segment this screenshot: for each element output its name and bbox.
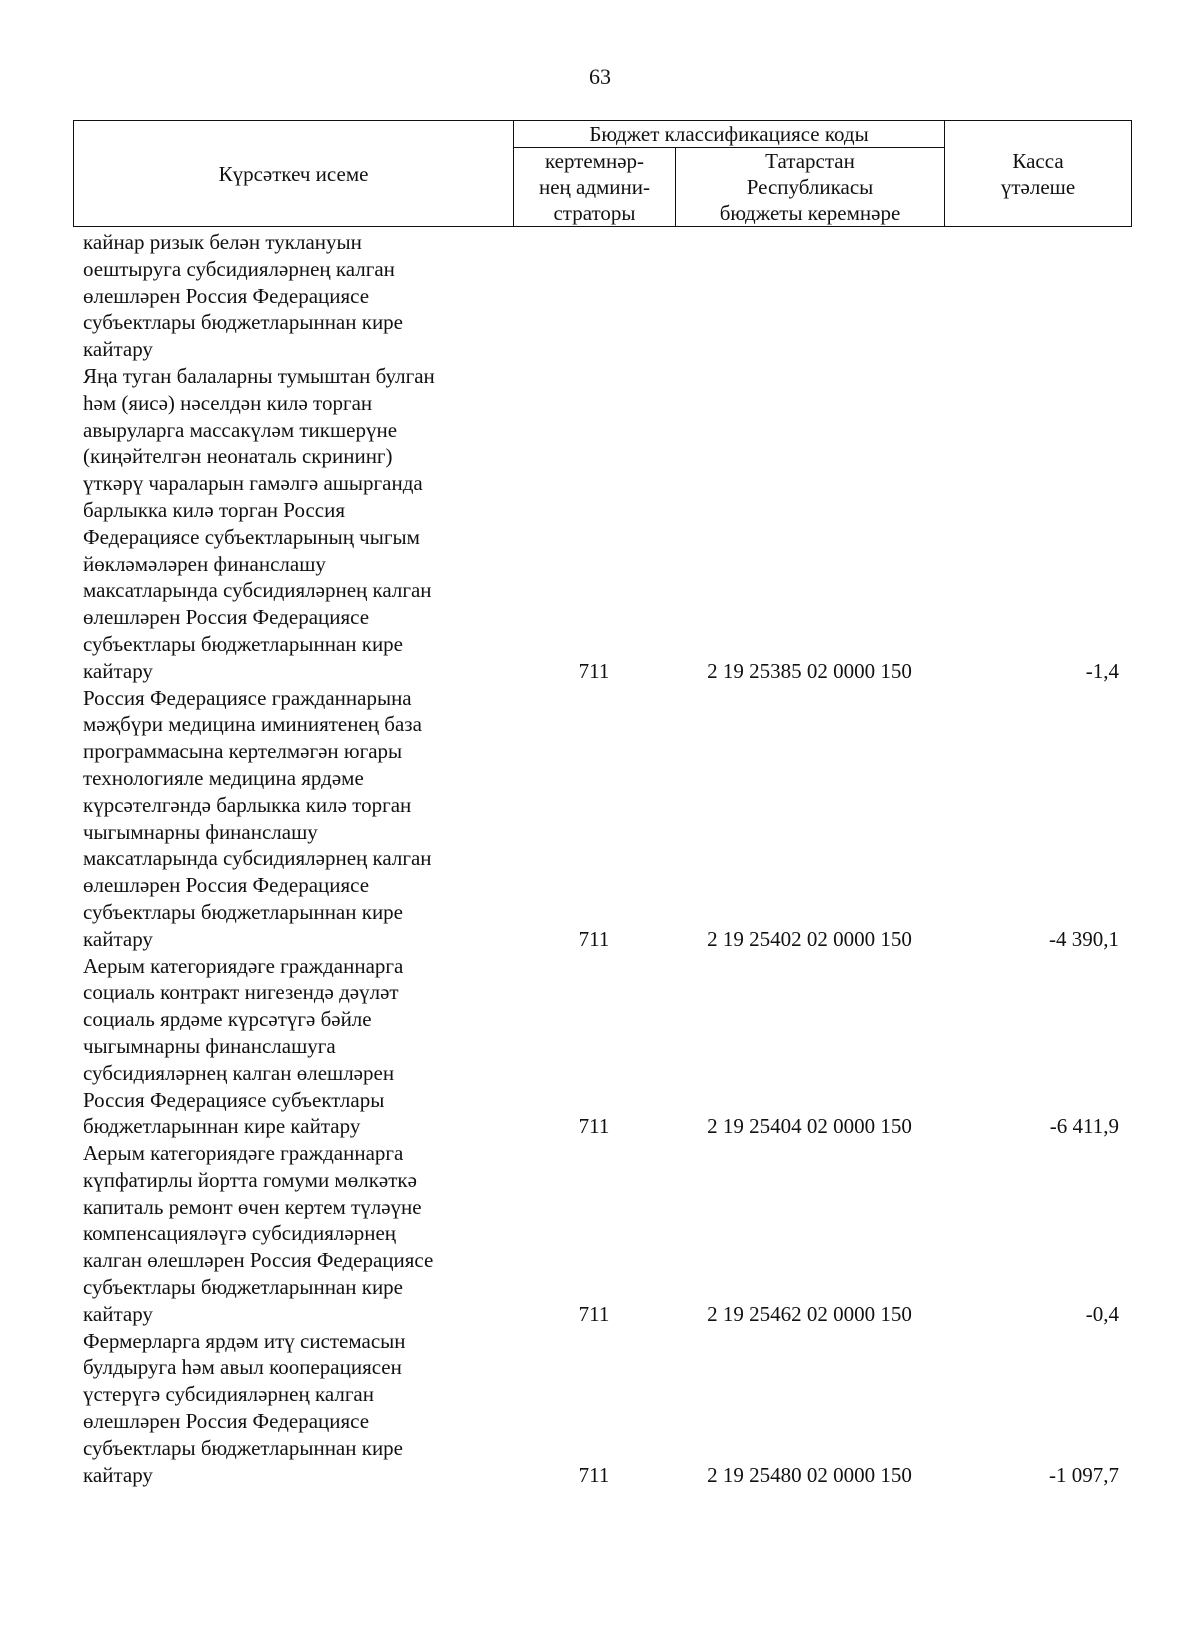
page-number: 63 — [589, 64, 611, 89]
row-amount: -6 411,9 — [1049, 1114, 1119, 1139]
table-row — [73, 1140, 1131, 1328]
table-row — [73, 229, 1131, 363]
row-admin: 711 — [578, 1114, 610, 1139]
table-row — [73, 953, 1131, 1141]
row-admin: 711 — [578, 1462, 610, 1487]
row-code: 2 19 25402 02 0000 150 — [707, 926, 912, 951]
row-amount: -1 097,7 — [1049, 1462, 1119, 1487]
table-row — [73, 363, 1131, 685]
row-amount: -4 390,1 — [1049, 926, 1119, 951]
row-amount: -1,4 — [1085, 658, 1119, 683]
row-code: 2 19 25480 02 0000 150 — [707, 1462, 912, 1487]
table-header — [73, 120, 1132, 227]
row-admin: 711 — [578, 926, 610, 951]
row-name: Аерым категориядәге гражданнарга күпфатирлы йортта гомуми мөлкәткә капиталь ремонт өчен кертем түләүне компенсацияләүгә субсидияләрнең калган өлешләрен Россия Федерациясе субъектлары бюджетларыннан кире кайтару — [83, 1141, 434, 1326]
row-name: кайнар ризык белән туклануын оештыруга субсидияләрнең калган өлешләрен Россия Федерациясе субъектлары бюджетларыннан кире кайтару — [83, 230, 404, 362]
row-code: 2 19 25385 02 0000 150 — [707, 658, 912, 683]
row-name: Фермерларга ярдәм итү системасын булдыруга һәм авыл кооперациясен үстерүгә субсидияләрнең калган өлешләрен Россия Федерациясе субъектлары бюджетларыннан кире кайтару — [83, 1328, 406, 1487]
row-admin: 711 — [578, 658, 610, 683]
row-name: Яңа туган балаларны тумыштан булган һәм (яисә) нәселдән килә торган авыруларга массакүләм тикшерүне (киңәйтелгән неонаталь скрининг) үткәрү чараларын гамәлгә ашырганда барлыкка килә торган Россия Федерациясе субъектларының чыгым йөкләмәләрен финанслашу максатларында субсидияләрнең калган өлешләрен Россия Федерациясе субъектлары бюджетларыннан кире кайтару — [83, 363, 435, 683]
table-body — [73, 229, 1131, 1488]
row-code: 2 19 25404 02 0000 150 — [707, 1114, 912, 1139]
row-name: Аерым категориядәге гражданнарга социаль контракт нигезендә дәүләт социаль ярдәме күрсәтүгә бәйле чыгымнарны финанслашуга субсидияләрнең калган өлешләрен Россия Федерациясе субъектлары бюджетларыннан кире кайтару — [83, 953, 404, 1139]
header-budget-codes: Бюджет классификациясе коды — [514, 121, 945, 148]
row-admin: 711 — [578, 1301, 610, 1326]
header-admin: кертемнәр- нең админи- страторы — [514, 148, 676, 227]
table-row — [73, 1328, 1131, 1489]
header-revenue: Татарстан Республикасы бюджеты керемнәре — [676, 148, 945, 227]
row-name: Россия Федерациясе гражданнарына мәҗбүри медицина иминиятенең база программасына кертелмәгән югары технологияле медицина ярдәме күрсәтелгәндә барлыкка килә торган чыгымнарны финанслашу максатларында субсидияләрнең калган өлешләрен Россия Федерациясе субъектлары бюджетларыннан кире кайтару — [83, 685, 432, 951]
table-row — [73, 685, 1131, 953]
header-indicator-name: Күрсәткеч исеме — [74, 121, 514, 227]
row-amount: -0,4 — [1085, 1301, 1119, 1326]
row-code: 2 19 25462 02 0000 150 — [707, 1301, 912, 1326]
header-cash-execution: Касса үтәлеше — [945, 121, 1132, 227]
